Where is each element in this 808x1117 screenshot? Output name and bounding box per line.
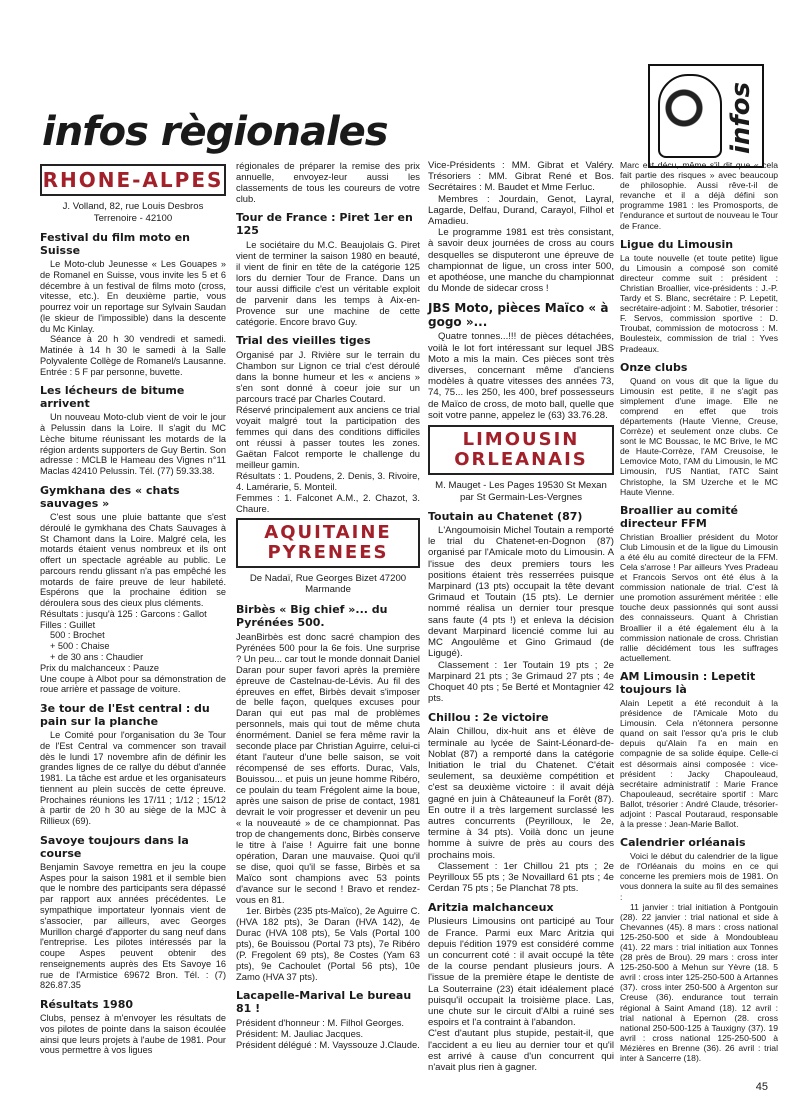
column-1 <box>40 160 226 1056</box>
region-address: M. Mauget - Les Pages 19530 St Mexan par St Germain-Les-Vergnes <box>435 480 607 503</box>
results-line: + 500 : Chaise <box>50 641 110 652</box>
article-paragraph: Plusieurs Limousins ont participé au Tour de France. Parmi eux Marc Aritzia qui depuis l'édition 1979 est considéré comme un concurrent coté : il avait occupé la tête de la course pendant plusieurs jours. A l'issue de la première étape le dentiste de La Souterraine (23) était idéalement placé puisqu'il occupait la troisième place. Las, une chute sur le circuit d'Albi a ruiné ses espoirs et l'a contraint à l'abandon. <box>428 916 614 1029</box>
article-heading: Toutain au Chatenet (87) <box>428 510 583 524</box>
article-paragraph: L'Angoumoisin Michel Toutain a remporté le trial du Chatenet-en-Dognon (87) organisé par l'Amicale moto du Limousin. A l'issue des deux premiers tours les positions étaient très resserrées puisque Marpinard (13 pts) occupait la tête devant Grimaud et Toutain (15 pts). Le dernier nommé réalisa un dernier tour presque sans faute (4 pts !) et enleva la décision devant Marpinard licencié comme lui au MC Angoulême et Gino Grimaud (de Ligugé). <box>428 525 614 660</box>
results-line: Prix du malchanceux : Pauze <box>40 662 159 673</box>
article-paragraph: Benjamin Savoye remettra en jeu la coupe Aspes pour la saison 1981 et il semble bien que le nombre des participants sera dépassé par rapport aux années précédentes. Le sympathique importateur lyonnais vient de s'associer, par ailleurs, avec Georges Murillon chargé d'apporter du sang neuf dans l'entreprise. Les pilotes intéressés par la coupe Aspes peuvent obtenir des renseignements auprès des Ets Savoye 16 rue de l'Armistice 69672 Bron. Tél. : (7) 826.87.35 <box>40 861 226 991</box>
results-line: Résultats : 1. Poudens, 2. Denis, 3. Rivoire, 4. Lamérarie, 5. Monteil. <box>236 469 420 492</box>
article-paragraph: Le Moto-club Jeunesse « Les Gouapes » de Romanel en Suisse, vous invite les 5 et 6 décembre à un festival de films moto (cross, vitesse, etc.). En deuxième partie, vous pourrez voir un reportage sur Sylvain Saudan (le skieur de l'impossible) dans la descente du Mc Kinlay. <box>40 259 226 334</box>
article-heading: Savoye toujours dans la course <box>40 833 189 860</box>
article-heading: JBS Moto, pièces Maïco « à gogo »... <box>428 301 609 330</box>
infos-logo <box>648 64 764 168</box>
article-heading: Festival du film moto en Suisse <box>40 231 191 257</box>
column-3 <box>428 160 614 1073</box>
article-paragraph: Un nouveau Moto-club vient de voir le jour à Pelussin dans la Loire. Il s'agit du MC Lèche bitume réunissant les motards de la région ardents supporters de Guy Bertin. Son adresse : MCLB le Hameau des Vignes n°11 Maclas 42410 Pelussin. Tél. (77) 59.33.38. <box>40 412 226 477</box>
article-paragraph: Le sociétaire du M.C. Beaujolais G. Piret vient de terminer la saison 1980 en beauté, il vient de finir en tête de la catégorie 125 lors du dernier Tour de France. Dans un tour aussi difficile c'est un véritable exploit de parvenir dans les temps à Aix-en-Provence sur une machine de cette catégorie. Encore bravo Guy. <box>236 238 420 327</box>
article-heading: Trial des vieilles tiges <box>236 333 371 347</box>
article-paragraph: Voici le début du calendrier de la ligue de l'Orléanais du moins en ce qui concerne les premiers mois de 1981. On vous donnera la suite au fil des semaines : <box>620 851 778 902</box>
page-title: infos règionales <box>42 109 388 155</box>
article-paragraph: C'est sous une pluie battante que s'est déroulé le gymkhana des Chats Sauvages à St Chamont dans la Loire. Malgré cela, les motards étaient venus nombreux et ils ont offert un spectacle agréable au public. Le parcours rendu glissant n'a pas empêché les motards de faire preuve de leur habileté. Espérons que la prochaine édition se déroulera sous des cieux plus cléments. <box>40 512 226 609</box>
article-paragraph: Président délégué : M. Vayssouze J.Claude. <box>236 1039 420 1051</box>
column-2 <box>236 160 420 1050</box>
article-paragraph: Président: M. Jauliac Jacques. <box>236 1028 364 1040</box>
article-paragraph: Quatre tonnes...!!! de pièces détachées, voilà le lot fort intéressant sur lequel JBS Moto a mis la main. Ces pièces sont très diverses, concernant même d'anciens modèles à quatre vitesses des années 73, 74, 75... les 250, les 400, bref possesseurs de Maïco de cross, de moto ball, quelle que soit votre panne, appelez le (63) 33.76.28. <box>428 331 614 421</box>
article-paragraph: Organisé par J. Rivière sur le terrain du Chambon sur Lignon ce trial c'est déroulé dans la bonne humeur et les « anciens » s'en sont donné à coeur joie sur un parcours tracé par Charles Coutard. <box>236 348 420 404</box>
article-paragraph: La toute nouvelle (et toute petite) ligue du Limousin a composé son comité directeur comme suit : président : Christian Broallier, vice-présidents : J.-P. Tardy et S. Blanc, secrétaire : P. Lepetit, secrétaire-adjoint : M. Sabotier, trésorier : F. Servos, commission sportive : D. Troubat, commission de motocross : M. Boulesteix, commission de trial : Yves Pradeaux. <box>620 252 778 354</box>
article-paragraph: Membres : Jourdain, Genot, Layral, Lagarde, Delfau, Durand, Carayol, Filhol et Amadieu. <box>428 193 614 228</box>
results-line: Femmes : 1. Falconet A.M., 2. Chazot, 3. Chaure. <box>236 491 420 514</box>
article-paragraph: Alain Lepetit a été reconduit à la présidence de l'Amicale Moto du Limousin. Cela n'étonnera personne quand on sait l'essor qu'a pris le club depuis qu'Alain l'a en main en compagnie de sa solide équipe. Celle-ci est désormais ainsi composée : vice-président : Jacky Chapouleaud, secrétaire administratif : Marie France Chapouleaud, secrétaire sportif : Marc Ballot, trésorier : André Claude, trésorier-adjoint : Pascal Poutaraud, responsable à la presse : Jean-Marie Ballot. <box>620 697 778 830</box>
region-address: De Nadaï, Rue Georges Bizet 47200 Marmande <box>249 572 407 596</box>
results-line: Classement : 1er Toutain 19 pts ; 2e Marpinard 21 pts ; 3e Grimaud 27 pts ; 4e Choquet 40 pts ; 5e Berté et Montagnier 42 pts. <box>428 659 614 705</box>
article-paragraph: régionales de préparer la remise des prix annuelle, envoyez-leur aussi les classements de tous les coureurs de votre club. <box>236 160 420 204</box>
results-line: 1er. Birbès (235 pts-Maïco), 2e Aguirre C. (HVA 182 pts), 3e Daran (HVA 142), 4e Durac (HVA 108 pts), 5e Vals (Portal 100 pts), 6e Bouissou (Portal 73 pts), 7e Ribéro (P. Fregolent 69 pts), 8e Costes (Yam 63 pts), 9e Cachoulet (Portal 56 pts), 10e Zamo (HVA 37 pts). <box>236 905 420 983</box>
article-paragraph: Vice-Présidents : MM. Gibrat et Valéry. Trésoriers : MM. Gibrat René et Bos. Secrétaires : M. Baudet et Mme Ferluc. <box>428 160 614 194</box>
article-paragraph: Quand on vous dit que la ligue du Limousin est petite, il ne s'agit pas simplement d'une image. Elle ne comprend en effet que trois départements (Haute Vienne, Creuse, Corrèze) et seulement onze clubs. Ce sont le MC Boussac, le MC Brive, le MC de Haute-Corrèze, l'AM Creusoise, le Lemovice Moto, l'AM du Limousin, le MC Limousin, l'US Nantiat, l'ATC Saint Christophe, la SM Uzerche et le MC Haute Vienne. <box>620 375 778 497</box>
article-paragraph: Alain Chillou, dix-huit ans et élève de terminale au lycée de Saint-Léonard-de-Noblat (87) a remporté dans la catégorie Initiation le trial du Chatenet. C'était seulement, sa deuxième compétition et c'est sa deuxième victoire : il avait déjà gagné en juin à Châteauneuf la Forêt (87). En outre il a très largement surclassé les autres concurrents (Peyrilloux, le 2e, termine à 34 pts). Voilà donc un jeune homme à suivre de près au cours des prochains mois. <box>428 726 614 861</box>
article-heading: Calendrier orléanais <box>620 836 746 850</box>
article-heading: Aritzia malchanceux <box>428 901 554 915</box>
article-heading: Ligue du Limousin <box>620 237 734 251</box>
results-line: 500 : Brochet <box>50 630 105 641</box>
region-title-limousin-orleanais: LIMOUSIN ORLEANAIS <box>428 425 614 475</box>
article-heading: Gymkhana des « chats sauvages » <box>40 484 180 511</box>
article-heading: 3e tour de l'Est central : du pain sur la planche <box>40 702 210 729</box>
results-line: Filles : Guillet <box>40 619 96 630</box>
article-paragraph: Christian Broallier président du Motor Club Limousin et de la ligue du Limousin a été élu au comité directeur de la FFM. Cela s'arrose ! Par ailleurs Yves Pradeau et Francois Servos ont été élus à la commission nationale de trial. C'est là une promotion assurément méritée : elle touche deux passionnés qui sont aussi des connaisseurs. Quant à Christian Broallier il a été également élu à la commission nationale de cross. Christian rallie décidément tous les suffrages actuellement. <box>620 531 778 663</box>
article-heading: Broallier au comité directeur FFM <box>620 503 738 530</box>
region-address: J. Volland, 82, rue Louis Desbros Terrenoire - 42100 <box>62 201 204 224</box>
region-title-rhone-alpes: RHONE-ALPES <box>40 164 226 196</box>
article-paragraph: C'est d'autant plus stupide, pestait-il, que l'accident a eu lieu au dernier tour et qu'il est arrivé à cause d'un concurrent qui n'avait plus rien à gagner. <box>428 1028 614 1073</box>
motorcycle-rider-icon <box>658 74 722 158</box>
article-heading: Onze clubs <box>620 360 688 374</box>
logo-word: infos <box>726 81 756 155</box>
article-heading: Les lécheurs de bitume arrivent <box>40 384 185 411</box>
article-paragraph: Marc est décu, même s'il dit que « cela fait partie des risques » avec beaucoup de philosophie. Aussi rêve-t-il de revanche et il a déjà défini son programme 1981 : les Promosports, de l'endurance et surtout de nouveau le Tour de France. <box>620 160 778 231</box>
article-heading: Résultats 1980 <box>40 998 134 1012</box>
article-paragraph: JeanBirbès est donc sacré champion des Pyrénées 500 pour la 6e fois. Une surprise ? Un peu... car tout le monde donnait Daniel Daran pour super favori après la première épreuve de Castelnau-de-Lévis. Au fil des épreuves en effet, Birbès devait s'imposer de belle façon, quelques excuses pour Daran qui eut pas mal de problèmes personnels, mais qui tout de même chuta énormément. Daniel se fera même ravir la seconde place par Christian Aguirre, celui-ci étant l'auteur d'une belle saison, se voit récompensé de ses efforts. Durac, Vals, Bouissou... et puis un jeune homme Ribéro, ce poulain du team Frégolent aime la boue, après une saison de prise de contact, 1981 devrait le voir progresser et devenir un peu « la nouveauté » de ce championnat. Pas trop de changements donc, Birbès conserve le titre à l'aise ! Aguirre fait une bonne opération, Daran une mauvaise. Quoi qu'il se dise, quoi qu'il se fasse, Birbès et sa Maïco sont champions avec 53 points d'avance sur le second ! Bravo et rendez-vous en 81. <box>236 630 420 906</box>
article-paragraph: Président d'honneur : M. Filhol Georges. <box>236 1017 405 1029</box>
column-4 <box>620 160 778 1063</box>
article-heading: AM Limousin : Lepetit toujours là <box>620 669 756 696</box>
article-paragraph: 11 janvier : trial initiation à Pontgouin (28). 22 janvier : trial national et side à Chevannes (45). 8 mars : cross national 125-250-500 et side à Mondoubleau (41). 22 mars : trial initiation aux Tonnes (28 près de Brou). 29 mars : cross inter 125-250-500 à Mehun sur Yèvre (18. 5 avril : cross inter 125-250-500 à Artannes (37). cross inter 250-500 à Argenton sur Creuse (36). endurance tout terrain régional à Saint Amand (18). 12 avril : trial national à Epernon (28. cross national 250-500-125 à Tauxigny (37). 19 avril : cross national 125-250-500 à Mézières en Brenne (36). 26 avril : trial inter à Sancerre (18). <box>620 901 778 1064</box>
article-heading: Tour de France : Piret 1er en 125 <box>236 210 413 237</box>
page-number: 45 <box>755 1081 768 1093</box>
article-paragraph: Réservé principalement aux anciens ce trial voyait malgré tout la participation des femmes qui dans des conditions difficiles ont réussi à passer toutes les zones. Gaëtan Falcot remporte le challenge du meilleur gamin. <box>236 403 420 470</box>
article-heading: Chillou : 2e victoire <box>428 711 549 725</box>
article-paragraph: Une coupe à Albot pour sa démonstration de roue arrière et passage de voiture. <box>40 673 226 695</box>
article-paragraph: Clubs, pensez à m'envoyer les résultats de vos pilotes de pointe dans la saison écoulée ainsi que leurs projets à l'aube de 1981. Pour vous permettre à vos ligues <box>40 1013 226 1056</box>
region-title-aquitaine-pyrenees: AQUITAINE PYRENEES <box>236 518 420 568</box>
results-line: + de 30 ans : Chaudier <box>50 651 144 662</box>
results-line: Classement : 1er Chillou 21 pts ; 2e Peyrilloux 55 pts ; 3e Novaillard 61 pts ; 4e Cerdan 75 pts ; 5e Planchat 78 pts. <box>428 860 614 895</box>
article-heading: Lacapelle-Marival Le bureau 81 ! <box>236 989 412 1016</box>
results-line: Résultats : jusqu'à 125 : Garcons : Gallot <box>40 608 207 619</box>
article-paragraph: Le Comité pour l'organisation du 3e Tour de l'Est Central va commencer son travail dès le lundi 17 novembre afin de définir les grandes lignes de ce rallye du début d'année 1981. La tâche est ardue et les organisateurs tiennent au plein succès de cette épreuve. Prochaines réunions les 17/11 ; 1/12 ; 15/12 à partir de 20 h 30 au siège de la MJC à Rillieux (69). <box>40 730 226 827</box>
article-paragraph: Séance à 20 h 30 vendredi et samedi. Matinée à 14 h 30 le samedi à la Salle Polyvalente Collège de Romanel/s Lausanne. Entrée : 5 F par personne, buvette. <box>40 334 226 377</box>
article-heading: Birbès « Big chief »... du Pyrénées 500. <box>236 602 388 629</box>
article-paragraph: Le programme 1981 est très consistant, à savoir deux journées de cross au cours desquelles se disputeront une épreuve de championnat de ligue, un cross inter 500, et apothéose, une manche du championnat du Monde de sidecar cross ! <box>428 227 614 295</box>
